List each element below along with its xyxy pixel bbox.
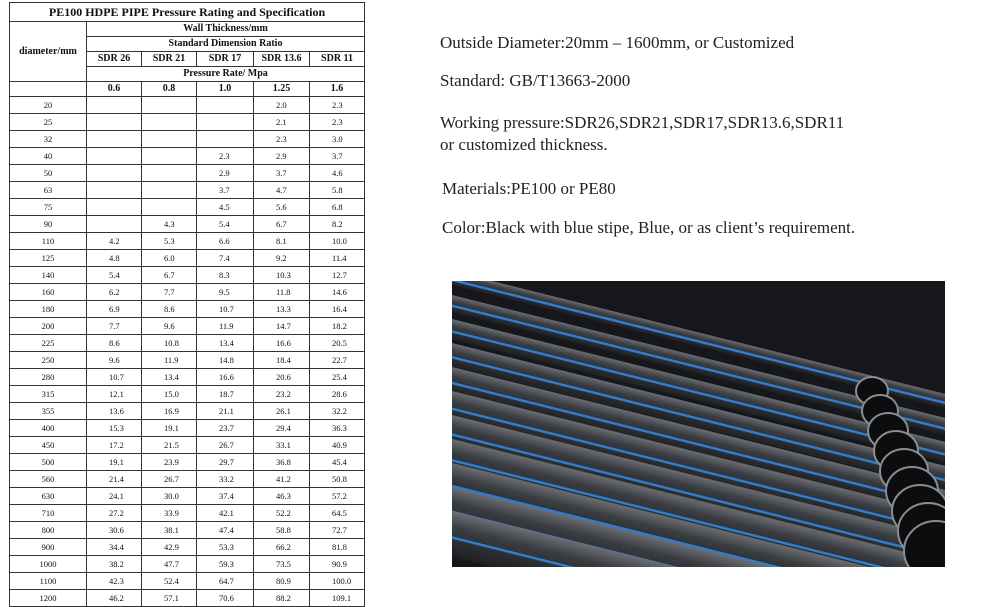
thickness-cell: 80.9	[254, 573, 310, 590]
table-row	[10, 522, 365, 539]
table-title: PE100 HDPE PIPE Pressure Rating and Specification	[10, 3, 365, 22]
thickness-cell: 46.3	[254, 488, 310, 505]
pressure-value-header: 1.6	[310, 82, 365, 97]
thickness-cell	[142, 182, 197, 199]
thickness-cell: 20.5	[310, 335, 365, 352]
thickness-cell: 88.2	[254, 590, 310, 607]
materials-text: Materials:PE100 or PE80	[442, 179, 616, 198]
thickness-cell: 4.2	[87, 233, 142, 250]
sdr-column-header: SDR 11	[310, 52, 365, 67]
diameter-cell: 20	[10, 97, 87, 114]
thickness-cell: 13.3	[254, 301, 310, 318]
thickness-cell: 6.2	[87, 284, 142, 301]
table-row	[10, 437, 365, 454]
table-row	[10, 471, 365, 488]
thickness-cell: 5.3	[142, 233, 197, 250]
thickness-cell: 17.2	[87, 437, 142, 454]
diameter-cell: 200	[10, 318, 87, 335]
thickness-cell: 5.8	[310, 182, 365, 199]
thickness-cell: 6.0	[142, 250, 197, 267]
table-row	[10, 454, 365, 471]
diameter-cell: 180	[10, 301, 87, 318]
thickness-cell: 11.9	[142, 352, 197, 369]
thickness-cell: 21.4	[87, 471, 142, 488]
color-text: Color:Black with blue stipe, Blue, or as client’s requirement.	[442, 218, 856, 237]
pressure-rate-header: Pressure Rate/ Mpa	[87, 67, 365, 82]
diameter-cell: 40	[10, 148, 87, 165]
thickness-cell: 12.1	[87, 386, 142, 403]
diameter-cell: 400	[10, 420, 87, 437]
thickness-cell: 13.6	[87, 403, 142, 420]
diameter-header-blank	[10, 82, 87, 97]
thickness-cell: 34.4	[87, 539, 142, 556]
thickness-cell: 8.3	[197, 267, 254, 284]
diameter-cell: 160	[10, 284, 87, 301]
thickness-cell: 4.3	[142, 216, 197, 233]
table-row	[10, 267, 365, 284]
table-row	[10, 233, 365, 250]
thickness-cell: 19.1	[142, 420, 197, 437]
diameter-cell: 500	[10, 454, 87, 471]
diameter-header: diameter/mm	[10, 22, 87, 82]
thickness-cell: 9.5	[197, 284, 254, 301]
thickness-cell	[142, 148, 197, 165]
thickness-cell: 109.1	[310, 590, 365, 607]
thickness-cell: 16.9	[142, 403, 197, 420]
thickness-cell: 4.5	[197, 199, 254, 216]
thickness-cell: 9.6	[87, 352, 142, 369]
thickness-cell: 26.1	[254, 403, 310, 420]
table-row	[10, 590, 365, 607]
thickness-cell: 9.2	[254, 250, 310, 267]
thickness-cell: 46.2	[87, 590, 142, 607]
table-row	[10, 216, 365, 233]
thickness-cell: 14.6	[310, 284, 365, 301]
table-row	[10, 301, 365, 318]
thickness-cell: 21.1	[197, 403, 254, 420]
pipe-stack-photo	[452, 281, 945, 567]
thickness-cell: 14.8	[197, 352, 254, 369]
diameter-cell: 140	[10, 267, 87, 284]
thickness-cell: 90.9	[310, 556, 365, 573]
thickness-cell: 9.6	[142, 318, 197, 335]
thickness-cell: 81.8	[310, 539, 365, 556]
thickness-cell: 13.4	[197, 335, 254, 352]
diameter-cell: 1100	[10, 573, 87, 590]
thickness-cell: 10.0	[310, 233, 365, 250]
diameter-cell: 630	[10, 488, 87, 505]
pressure-value-header: 1.25	[254, 82, 310, 97]
thickness-cell: 33.9	[142, 505, 197, 522]
table-row	[10, 165, 365, 182]
thickness-cell: 20.6	[254, 369, 310, 386]
thickness-cell: 4.6	[310, 165, 365, 182]
thickness-cell: 29.7	[197, 454, 254, 471]
thickness-cell: 66.2	[254, 539, 310, 556]
pressure-value-header: 1.0	[197, 82, 254, 97]
sdr-group-header: Standard Dimension Ratio	[87, 37, 365, 52]
thickness-cell	[142, 199, 197, 216]
table-row	[10, 369, 365, 386]
table-row	[10, 403, 365, 420]
thickness-cell: 29.4	[254, 420, 310, 437]
thickness-cell: 15.3	[87, 420, 142, 437]
sdr-column-header: SDR 17	[197, 52, 254, 67]
thickness-cell	[197, 97, 254, 114]
diameter-cell: 90	[10, 216, 87, 233]
thickness-cell: 72.7	[310, 522, 365, 539]
diameter-cell: 50	[10, 165, 87, 182]
standard-text: Standard: GB/T13663-2000	[440, 71, 631, 90]
thickness-cell	[142, 131, 197, 148]
thickness-cell: 11.9	[197, 318, 254, 335]
thickness-cell: 24.1	[87, 488, 142, 505]
thickness-cell: 26.7	[197, 437, 254, 454]
diameter-cell: 900	[10, 539, 87, 556]
thickness-cell	[142, 97, 197, 114]
thickness-cell: 19.1	[87, 454, 142, 471]
thickness-cell	[197, 131, 254, 148]
diameter-cell: 1200	[10, 590, 87, 607]
thickness-cell: 18.7	[197, 386, 254, 403]
thickness-cell: 3.7	[254, 165, 310, 182]
thickness-cell: 14.7	[254, 318, 310, 335]
thickness-cell: 8.6	[87, 335, 142, 352]
thickness-cell: 3.0	[310, 131, 365, 148]
thickness-cell: 45.4	[310, 454, 365, 471]
thickness-cell: 15.0	[142, 386, 197, 403]
diameter-cell: 355	[10, 403, 87, 420]
table-row	[10, 335, 365, 352]
pressure-value-header: 0.6	[87, 82, 142, 97]
thickness-cell: 6.9	[87, 301, 142, 318]
thickness-cell	[87, 131, 142, 148]
thickness-cell: 18.4	[254, 352, 310, 369]
pressure-rating-table	[9, 2, 365, 607]
thickness-cell: 2.3	[197, 148, 254, 165]
thickness-cell: 53.3	[197, 539, 254, 556]
thickness-cell: 10.3	[254, 267, 310, 284]
thickness-cell: 16.6	[254, 335, 310, 352]
thickness-cell: 38.2	[87, 556, 142, 573]
thickness-cell: 5.4	[197, 216, 254, 233]
thickness-cell: 6.6	[197, 233, 254, 250]
table-row	[10, 199, 365, 216]
thickness-cell: 21.5	[142, 437, 197, 454]
thickness-cell: 2.3	[310, 97, 365, 114]
thickness-cell: 6.7	[254, 216, 310, 233]
diameter-cell: 125	[10, 250, 87, 267]
outside-diameter-text: Outside Diameter:20mm – 1600mm, or Customized	[440, 33, 795, 52]
pipe-stack-illustration	[452, 281, 945, 567]
thickness-cell: 8.6	[142, 301, 197, 318]
thickness-cell: 100.0	[310, 573, 365, 590]
diameter-cell: 25	[10, 114, 87, 131]
thickness-cell: 30.0	[142, 488, 197, 505]
table-row	[10, 318, 365, 335]
thickness-cell: 58.8	[254, 522, 310, 539]
thickness-cell: 40.9	[310, 437, 365, 454]
diameter-cell: 710	[10, 505, 87, 522]
table-row	[10, 352, 365, 369]
thickness-cell: 5.4	[87, 267, 142, 284]
thickness-cell: 16.6	[197, 369, 254, 386]
thickness-cell	[87, 216, 142, 233]
working-pressure-text-cont: or customized thickness.	[440, 135, 608, 154]
table-row	[10, 114, 365, 131]
thickness-cell: 18.2	[310, 318, 365, 335]
thickness-cell: 52.2	[254, 505, 310, 522]
diameter-cell: 315	[10, 386, 87, 403]
thickness-cell: 42.3	[87, 573, 142, 590]
table-row	[10, 97, 365, 114]
table-row	[10, 539, 365, 556]
thickness-cell: 36.8	[254, 454, 310, 471]
table-row	[10, 556, 365, 573]
thickness-cell: 5.6	[254, 199, 310, 216]
thickness-cell: 4.8	[87, 250, 142, 267]
diameter-cell: 75	[10, 199, 87, 216]
thickness-cell	[87, 165, 142, 182]
thickness-cell: 6.7	[142, 267, 197, 284]
thickness-cell: 73.5	[254, 556, 310, 573]
thickness-cell: 38.1	[142, 522, 197, 539]
thickness-cell: 23.7	[197, 420, 254, 437]
table-row	[10, 182, 365, 199]
thickness-cell: 11.8	[254, 284, 310, 301]
thickness-cell: 64.5	[310, 505, 365, 522]
thickness-cell: 42.1	[197, 505, 254, 522]
thickness-cell: 28.6	[310, 386, 365, 403]
thickness-cell: 3.7	[310, 148, 365, 165]
thickness-cell: 47.4	[197, 522, 254, 539]
thickness-cell: 23.9	[142, 454, 197, 471]
thickness-cell: 30.6	[87, 522, 142, 539]
thickness-cell: 33.1	[254, 437, 310, 454]
thickness-cell: 41.2	[254, 471, 310, 488]
thickness-cell: 32.2	[310, 403, 365, 420]
thickness-cell: 2.0	[254, 97, 310, 114]
thickness-cell: 2.9	[197, 165, 254, 182]
thickness-cell: 64.7	[197, 573, 254, 590]
diameter-cell: 1000	[10, 556, 87, 573]
thickness-cell	[142, 165, 197, 182]
wall-thickness-header: Wall Thickness/mm	[87, 22, 365, 37]
diameter-cell: 225	[10, 335, 87, 352]
thickness-cell: 10.7	[87, 369, 142, 386]
thickness-cell: 23.2	[254, 386, 310, 403]
table-row	[10, 284, 365, 301]
thickness-cell: 37.4	[197, 488, 254, 505]
thickness-cell: 11.4	[310, 250, 365, 267]
thickness-cell: 57.2	[310, 488, 365, 505]
thickness-cell: 13.4	[142, 369, 197, 386]
thickness-cell: 70.6	[197, 590, 254, 607]
thickness-cell: 2.1	[254, 114, 310, 131]
diameter-cell: 250	[10, 352, 87, 369]
diameter-cell: 450	[10, 437, 87, 454]
thickness-cell: 4.7	[254, 182, 310, 199]
diameter-cell: 560	[10, 471, 87, 488]
diameter-cell: 63	[10, 182, 87, 199]
thickness-cell: 27.2	[87, 505, 142, 522]
thickness-cell	[87, 182, 142, 199]
thickness-cell: 22.7	[310, 352, 365, 369]
thickness-cell: 12.7	[310, 267, 365, 284]
thickness-cell: 16.4	[310, 301, 365, 318]
thickness-cell: 59.3	[197, 556, 254, 573]
diameter-cell: 110	[10, 233, 87, 250]
diameter-cell: 800	[10, 522, 87, 539]
thickness-cell: 8.1	[254, 233, 310, 250]
table-row	[10, 250, 365, 267]
thickness-cell	[87, 114, 142, 131]
table-row	[10, 573, 365, 590]
thickness-cell: 42.9	[142, 539, 197, 556]
thickness-cell: 25.4	[310, 369, 365, 386]
table-row	[10, 420, 365, 437]
table-row	[10, 505, 365, 522]
sdr-column-header: SDR 21	[142, 52, 197, 67]
thickness-cell: 10.7	[197, 301, 254, 318]
thickness-cell: 10.8	[142, 335, 197, 352]
thickness-cell: 50.8	[310, 471, 365, 488]
thickness-cell	[87, 148, 142, 165]
thickness-cell: 7.4	[197, 250, 254, 267]
thickness-cell: 36.3	[310, 420, 365, 437]
diameter-cell: 32	[10, 131, 87, 148]
thickness-cell	[87, 97, 142, 114]
thickness-cell: 2.3	[254, 131, 310, 148]
table-row	[10, 148, 365, 165]
thickness-cell: 47.7	[142, 556, 197, 573]
thickness-cell: 2.9	[254, 148, 310, 165]
thickness-cell	[87, 199, 142, 216]
sdr-column-header: SDR 13.6	[254, 52, 310, 67]
thickness-cell	[142, 114, 197, 131]
table-row	[10, 131, 365, 148]
thickness-cell: 57.1	[142, 590, 197, 607]
working-pressure-text: Working pressure:SDR26,SDR21,SDR17,SDR13.6,SDR11	[440, 113, 845, 132]
thickness-cell: 8.2	[310, 216, 365, 233]
table-row	[10, 488, 365, 505]
sdr-column-header: SDR 26	[87, 52, 142, 67]
thickness-cell: 26.7	[142, 471, 197, 488]
thickness-cell: 6.8	[310, 199, 365, 216]
thickness-cell: 2.3	[310, 114, 365, 131]
thickness-cell: 33.2	[197, 471, 254, 488]
table-row	[10, 386, 365, 403]
thickness-cell: 7.7	[142, 284, 197, 301]
pressure-value-header: 0.8	[142, 82, 197, 97]
thickness-cell	[197, 114, 254, 131]
diameter-cell: 280	[10, 369, 87, 386]
thickness-cell: 3.7	[197, 182, 254, 199]
thickness-cell: 52.4	[142, 573, 197, 590]
thickness-cell: 7.7	[87, 318, 142, 335]
